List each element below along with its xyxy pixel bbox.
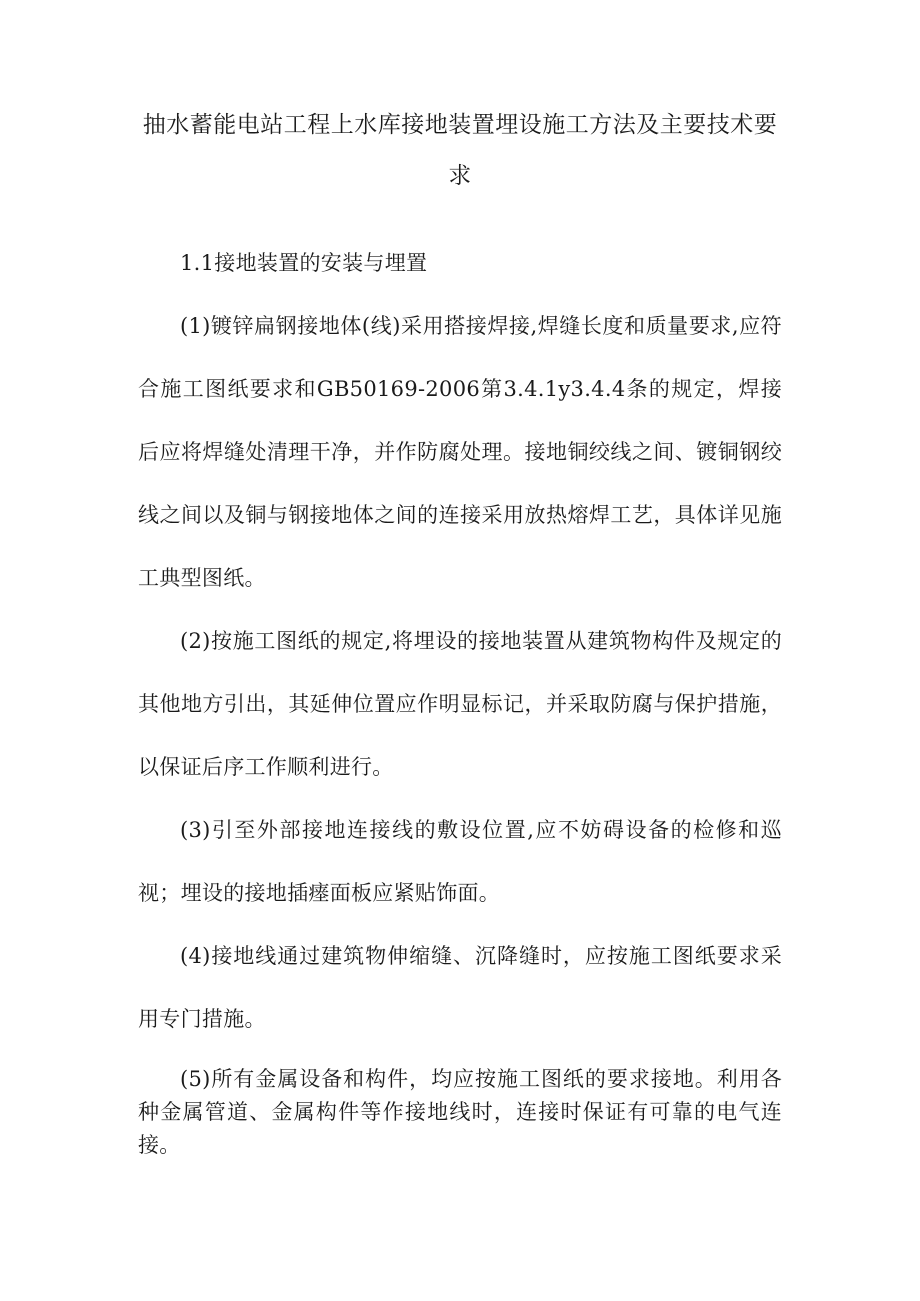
section-heading: 1.1接地装置的安装与埋置	[180, 251, 428, 275]
paragraph-5: (5)所有金属设备和构件，均应按施工图纸的要求接地。利用各种金属管道、金属构件等作接地线时，连接时保证有可靠的电气连接。	[138, 1067, 782, 1157]
paragraph-3: (3)引至外部接地连接线的敷设位置,应不妨碍设备的检修和巡视；埋设的接地插瘗面板应紧贴饰面。	[138, 818, 782, 905]
paragraph-1: (1)镀锌扁钢接地体(线)采用搭接焊接,焊缝长度和质量要求,应符合施工图纸要求和GB50169-2006第3.4.1y3.4.4条的规定，焊接后应将焊缝处清理干净，并作防腐处理。接地铜绞线之间、镀铜钢绞线之间以及铜与钢接地体之间的连接采用放热熔焊工艺，具体详见施工典型图纸。	[138, 314, 782, 590]
paragraph-4: (4)接地线通过建筑物伸缩缝、沉降缝时，应按施工图纸要求采用专门措施。	[138, 944, 782, 1031]
document-title: 抽水蓄能电站工程上水库接地装置埋设施工方法及主要技术要求	[142, 112, 778, 189]
paragraph-2: (2)按施工图纸的规定,将埋设的接地装置从建筑物构件及规定的其他地方引出，其延伸位置应作明显标记，并采取防腐与保护措施，以保证后序工作顺利进行。	[138, 629, 782, 779]
